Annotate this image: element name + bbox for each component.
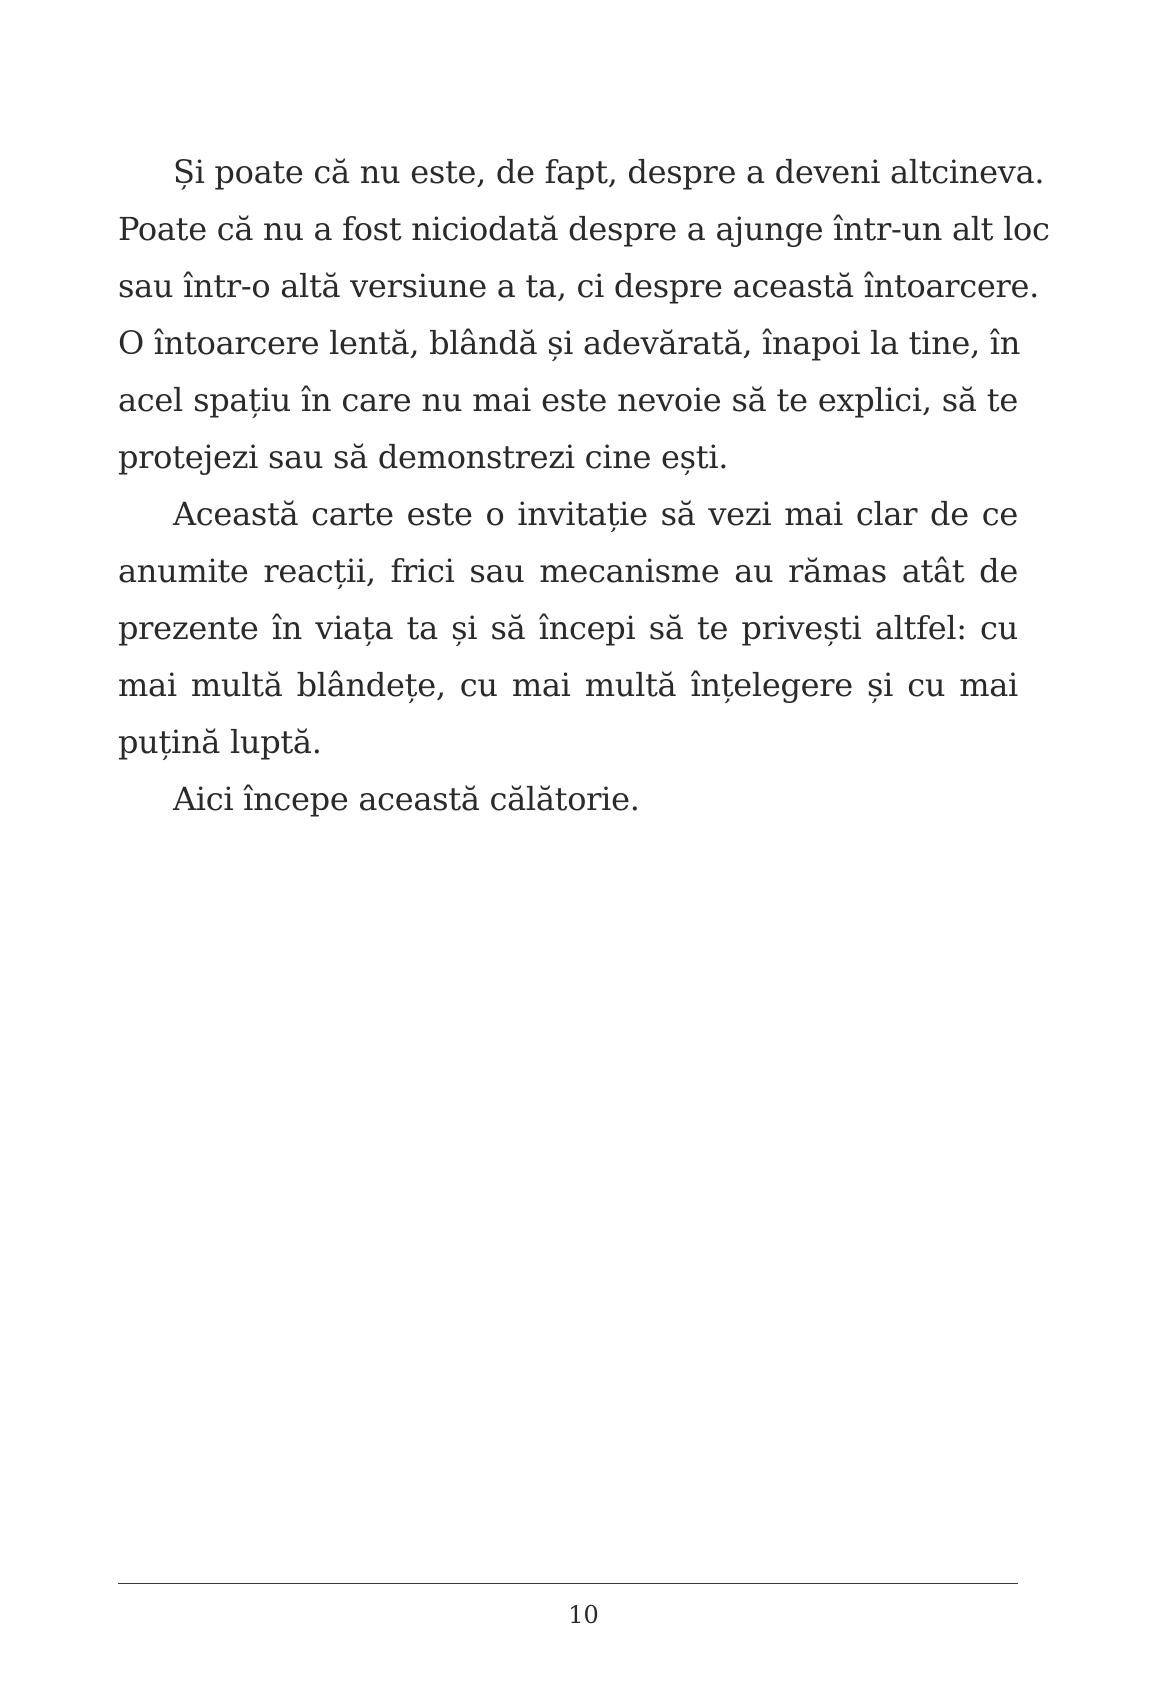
page-number: 10 <box>568 1601 599 1629</box>
text-line: protejezi sau să demonstrezi cine ești. <box>118 438 729 476</box>
text-line: mai multă blândețe, cu mai multă înțelegere și cu mai <box>118 666 1018 704</box>
text-line: Aici începe această călătorie. <box>173 780 640 818</box>
text-line: Poate că nu a fost niciodată despre a ajunge într-un alt loc <box>118 210 1050 248</box>
body-text <box>118 144 1050 828</box>
paragraph-3 <box>118 771 1018 828</box>
text-line: anumite reacții, frici sau mecanisme au rămas atât de <box>118 552 1018 590</box>
text-line: O întoarcere lentă, blândă și adevărată, înapoi la tine, în <box>118 324 1021 362</box>
text-line: acel spațiu în care nu mai este nevoie să te explici, să te <box>118 381 1018 419</box>
text-line: sau într-o altă versiune a ta, ci despre această întoarcere. <box>118 267 1040 305</box>
text-line: Această carte este o invitație să vezi mai clar de ce <box>173 495 1018 533</box>
text-line: puțină luptă. <box>118 723 322 761</box>
footer-rule <box>118 1583 1018 1584</box>
text-line: Și poate că nu este, de fapt, despre a deveni altcineva. <box>173 153 1045 191</box>
text-line: prezente în viața ta și să începi să te privești altfel: cu <box>118 609 1018 647</box>
paragraph-2 <box>118 486 1018 771</box>
paragraph-1 <box>118 144 1050 486</box>
